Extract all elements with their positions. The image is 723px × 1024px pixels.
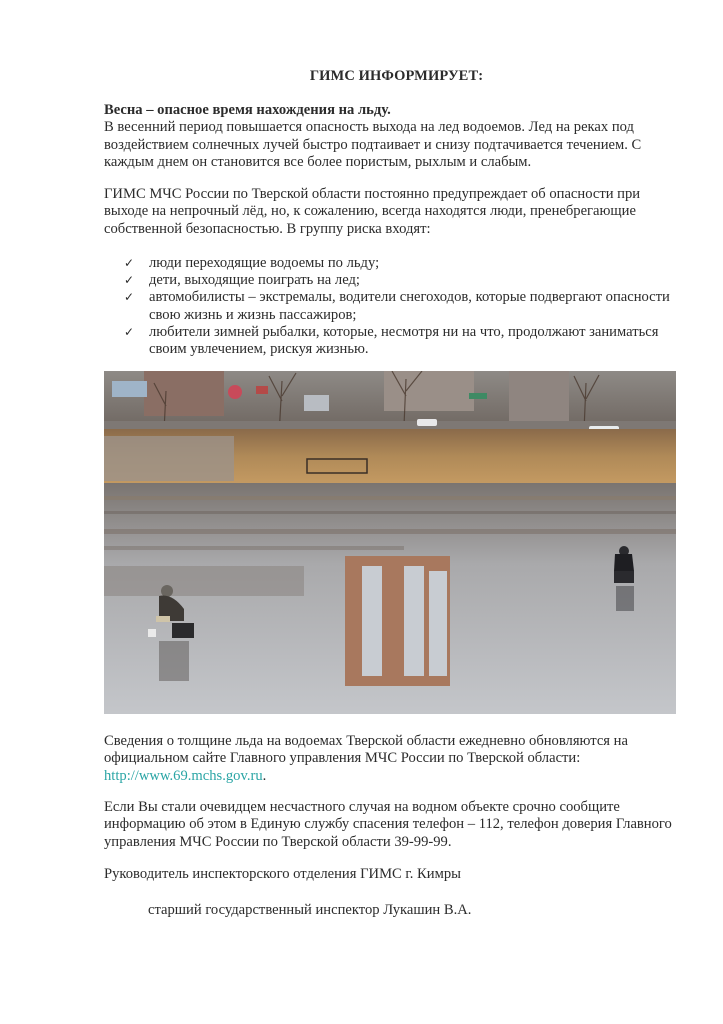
paragraph-emergency-contacts: Если Вы стали очевидцем несчастного случая на водном объекте срочно сообщите информацию об этом в Единую службу спасения телефон – 112, телефон доверия Главного управления МЧС России по Тверской области 39-99-99. <box>104 799 672 850</box>
list-item <box>104 289 684 323</box>
section-subtitle: Весна – опасное время нахождения на льду. <box>104 102 391 118</box>
signature-position: Руководитель инспекторского отделения ГИМС г. Кимры <box>104 866 461 882</box>
list-item-text: любители зимней рыбалки, которые, несмотря ни на что, продолжают заниматься своим увлечением, рискуя жизнью. <box>149 323 659 358</box>
list-item-text: люди переходящие водоемы по льду; <box>149 255 380 271</box>
check-icon: ✓ <box>124 324 135 339</box>
mchs-website-link[interactable]: http://www.69.mchs.gov.ru <box>104 767 263 784</box>
risk-group-list <box>104 255 684 358</box>
list-item-text: дети, выходящие поиграть на лед; <box>149 272 360 289</box>
document-title: ГИМС ИНФОРМИРУЕТ: <box>309 68 484 84</box>
paragraph-text: Сведения о толщине льда на водоемах Тверской области ежедневно обновляются на официальном сайте Главного управления МЧС России по Тверской области: <box>104 733 628 767</box>
check-icon: ✓ <box>124 290 135 305</box>
check-icon: ✓ <box>124 273 135 288</box>
list-item <box>104 255 684 272</box>
list-item-text: автомобилисты – экстремалы, водители снегоходов, которые подвергают опасности свою жизнь и жизнь пассажиров; <box>149 289 670 323</box>
intro-section <box>104 102 684 172</box>
list-item <box>104 272 684 289</box>
paragraph-end: . <box>262 767 267 784</box>
fisherman-right <box>614 546 634 611</box>
signature-name: старший государственный инспектор Лукашин В.А. <box>148 902 472 918</box>
paragraph-ice-thickness-info <box>104 733 684 785</box>
check-icon: ✓ <box>124 256 135 270</box>
list-item <box>104 324 684 358</box>
paragraph-spring-danger: В весенний период повышается опасность выхода на лед водоемов. Лед на реках под воздействием солнечных лучей быстро подтаивает и снизу подтачивается течением. С каждым днем он становится все более пористым, рыхлым и слабым. <box>104 119 642 171</box>
photo-fishermen-on-ice <box>104 371 676 714</box>
paragraph-gims-warning: ГИМС МЧС России по Тверской области постоянно предупреждает об опасности при выходе на непрочный лёд, но, к сожалению, всегда находятся люди, пренебрегающие собственной безопасностью. В группу риска входят: <box>104 186 641 237</box>
